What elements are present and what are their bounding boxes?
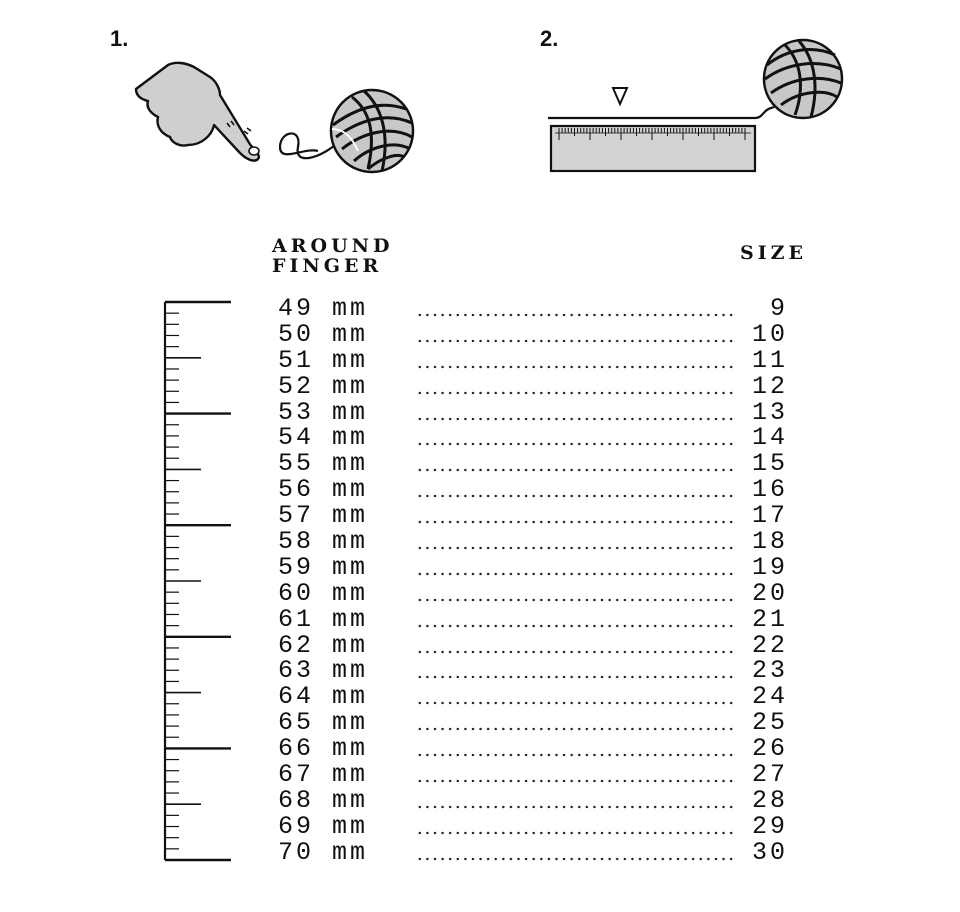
dot-leader: [416, 814, 734, 840]
finger-circumference: 63 mm: [278, 656, 369, 686]
ring-size: 9: [752, 294, 789, 323]
table-row: [278, 710, 818, 736]
dot-leader: [416, 348, 734, 374]
ring-size: 14: [752, 423, 789, 453]
dot-leader: [416, 658, 734, 684]
ring-size: 13: [752, 397, 789, 427]
measuring-ruler: [160, 296, 235, 866]
size-header: SIZE: [740, 242, 807, 264]
ring-size: 22: [752, 630, 789, 660]
step-2-illustration: [545, 36, 850, 176]
ring-size: 16: [752, 475, 789, 505]
dot-leader: [416, 788, 734, 814]
finger-circumference: 61 mm: [278, 604, 369, 634]
finger-circumference: 66 mm: [278, 734, 369, 764]
table-row: [278, 578, 818, 608]
hand-pointing-icon: [136, 63, 259, 161]
finger-circumference: 60 mm: [278, 578, 369, 608]
finger-circumference: 51 mm: [278, 345, 369, 375]
table-row: [278, 552, 818, 582]
table-row: [278, 397, 818, 427]
dot-leader: [416, 555, 734, 581]
ring-size: 27: [752, 760, 789, 790]
finger-circumference: 59 mm: [278, 552, 369, 582]
dot-leader: [416, 529, 734, 555]
table-row: [278, 296, 818, 322]
ring-size: 17: [752, 501, 789, 531]
dot-leader: [416, 607, 734, 633]
table-row: [278, 658, 818, 684]
finger-circumference: 54 mm: [278, 423, 369, 453]
dot-leader: [416, 477, 734, 503]
finger-circumference: 68 mm: [278, 785, 369, 815]
table-row: [278, 630, 818, 660]
finger-circumference: 50 mm: [278, 319, 369, 349]
finger-circumference: 67 mm: [278, 760, 369, 790]
ring-size: 10: [752, 319, 789, 349]
table-row: [278, 736, 818, 762]
table-row: [278, 319, 818, 349]
dot-leader: [416, 296, 734, 322]
dot-leader: [416, 503, 734, 529]
table-row: [278, 477, 818, 503]
finger-circumference: 69 mm: [278, 811, 369, 841]
table-row: [278, 684, 818, 710]
ring-size: 26: [752, 734, 789, 764]
dot-leader: [416, 710, 734, 736]
ring-size: 11: [752, 345, 789, 375]
dot-leader: [416, 400, 734, 426]
dot-leader: [416, 840, 734, 866]
table-row: [278, 811, 818, 841]
finger-circumference: 57 mm: [278, 501, 369, 531]
ring-size: 25: [752, 708, 789, 738]
dot-leader: [416, 762, 734, 788]
step-2-label: 2.: [540, 26, 559, 51]
ring-size: 28: [752, 785, 789, 815]
finger-circumference: 65 mm: [278, 708, 369, 738]
dot-leader: [416, 581, 734, 607]
dot-leader: [416, 451, 734, 477]
table-row: [278, 762, 818, 788]
size-table: [278, 296, 818, 866]
finger-circumference: 70 mm: [278, 837, 369, 867]
ruler-icon: [551, 126, 755, 171]
step-1-label: 1.: [110, 26, 129, 51]
finger-header-line: FINGER: [272, 255, 383, 277]
finger-circumference: 64 mm: [278, 682, 369, 712]
ring-size: 15: [752, 449, 789, 479]
around-finger-header: [272, 236, 394, 276]
finger-circumference: 55 mm: [278, 449, 369, 479]
dot-leader: [416, 736, 734, 762]
ring-size: 23: [752, 656, 789, 686]
table-row: [278, 371, 818, 401]
finger-circumference: 62 mm: [278, 630, 369, 660]
ring-size: 24: [752, 682, 789, 712]
table-row: [278, 425, 818, 451]
table-row: [278, 451, 818, 477]
ring-size: 20: [752, 578, 789, 608]
table-row: [278, 837, 818, 867]
finger-circumference: 56 mm: [278, 475, 369, 505]
ring-size: 30: [752, 837, 789, 867]
table-row: [278, 604, 818, 634]
table-row: [278, 345, 818, 375]
table-row: [278, 503, 818, 529]
finger-circumference: 52 mm: [278, 371, 369, 401]
finger-circumference: 58 mm: [278, 527, 369, 557]
ring-size: 21: [752, 604, 789, 634]
dot-leader: [416, 322, 734, 348]
table-row: [278, 529, 818, 555]
ring-size: 12: [752, 371, 789, 401]
around-header-line: AROUND: [272, 235, 394, 257]
table-row: [278, 785, 818, 815]
step-1-illustration: [130, 55, 420, 175]
yarn-ball-icon: [331, 90, 413, 172]
dot-leader: [416, 684, 734, 710]
ring-size: 19: [752, 552, 789, 582]
finger-circumference: 53 mm: [278, 397, 369, 427]
dot-leader: [416, 425, 734, 451]
dot-leader: [416, 633, 734, 659]
yarn-ball-icon: [764, 40, 842, 118]
arrow-marker-icon: [613, 88, 627, 104]
ring-size: 29: [752, 811, 789, 841]
finger-circumference: 49 mm: [278, 294, 369, 323]
ring-size: 18: [752, 527, 789, 557]
dot-leader: [416, 374, 734, 400]
